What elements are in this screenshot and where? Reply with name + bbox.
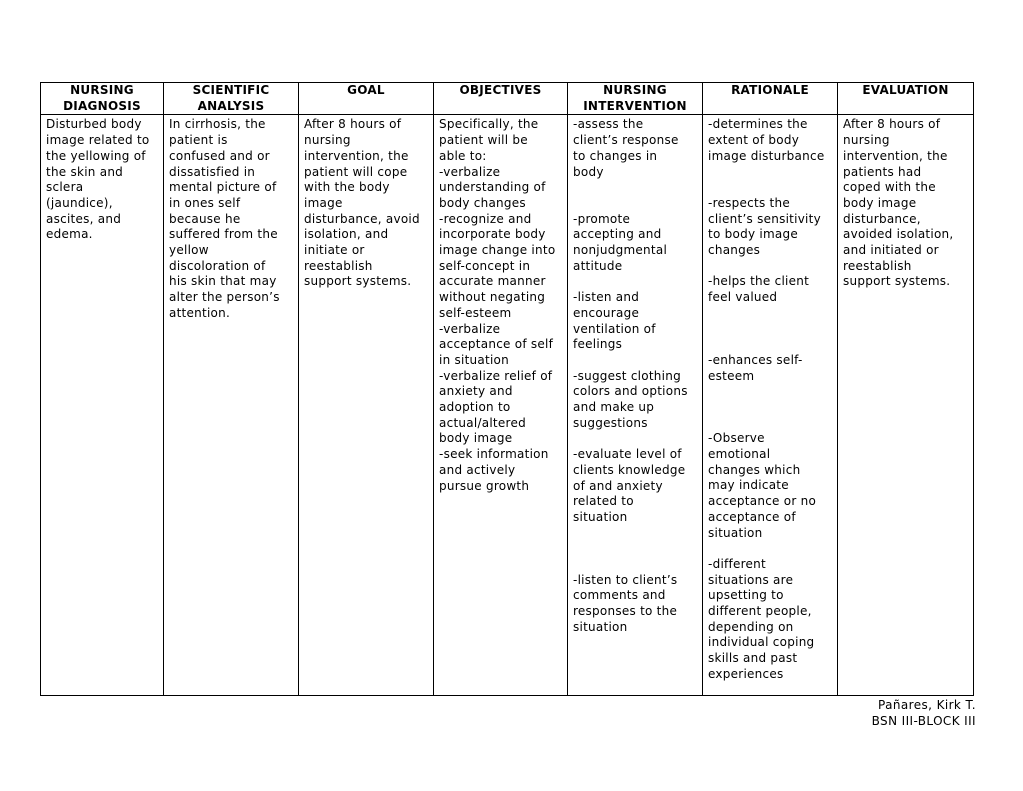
list-item	[708, 117, 833, 164]
cell-line: upsetting to	[708, 588, 784, 603]
cell-line: responses to the	[573, 604, 678, 619]
cell-line: nursing	[843, 133, 890, 148]
cell-line: the skin and	[46, 164, 124, 179]
item-spacer	[708, 306, 833, 322]
item-spacer	[573, 557, 698, 573]
cell-line: may indicate	[708, 478, 789, 493]
cell-line: related to	[573, 494, 634, 509]
list-item	[573, 447, 698, 526]
list-item	[708, 196, 833, 259]
cell-line: able to:	[439, 148, 487, 163]
header-line: INTERVENTION	[583, 98, 687, 113]
cell-line: colors and options	[573, 384, 688, 399]
interventions-cell	[568, 115, 703, 696]
cell-line: suggestions	[573, 415, 648, 430]
list-item	[708, 431, 833, 541]
list-item	[573, 212, 698, 275]
author-name: Pañares, Kirk T.	[878, 698, 976, 712]
cell-line: and initiated or	[843, 243, 939, 258]
cell-line: patient will cope	[304, 164, 408, 179]
cell-line: his skin that may	[169, 274, 277, 289]
header-rationale	[703, 83, 838, 115]
cell-line: reestablish	[304, 258, 373, 273]
cell-line: anxiety and	[439, 384, 513, 399]
cell-line: -enhances self-	[708, 352, 803, 367]
list-item	[573, 573, 698, 636]
cell-line: clients knowledge	[573, 462, 686, 477]
cell-line: -verbalize	[439, 321, 501, 336]
cell-line: changes	[708, 243, 761, 257]
list-item	[708, 557, 833, 683]
cell-line: comments and	[573, 588, 666, 603]
cell-line: situation	[573, 509, 628, 524]
author-section: BSN III-BLOCK III	[871, 713, 976, 728]
header-line: DIAGNOSIS	[63, 98, 141, 113]
cell-line: image	[304, 195, 343, 210]
cell-line: accepting and	[573, 227, 662, 242]
cell-line: -promote	[573, 211, 631, 226]
header-line: OBJECTIVES	[459, 83, 542, 97]
cell-line: -determines the	[708, 117, 808, 132]
cell-line: discoloration of	[169, 258, 266, 273]
header-line: NURSING	[603, 83, 667, 97]
nursing-care-plan-table	[40, 82, 974, 696]
cell-line: individual coping	[708, 635, 815, 650]
item-spacer	[573, 541, 698, 557]
cell-line: suffered from the	[169, 227, 278, 242]
cell-line: (jaundice),	[46, 195, 113, 210]
header-objectives	[434, 83, 568, 115]
cell-line: intervention, the	[304, 148, 409, 163]
cell-line: support systems.	[304, 274, 412, 289]
cell-line: experiences	[708, 666, 784, 681]
cell-line: feel valued	[708, 290, 778, 305]
item-spacer	[708, 321, 833, 337]
cell-line: body image	[843, 195, 917, 210]
cell-line: acceptance of	[708, 509, 796, 524]
item-spacer	[708, 384, 833, 400]
cell-line: -different	[708, 556, 766, 571]
cell-line: incorporate body	[439, 227, 546, 242]
cell-line: ventilation of	[573, 321, 656, 336]
cell-line: self-esteem	[439, 305, 512, 320]
cell-line: avoided isolation,	[843, 227, 954, 242]
cell-line: patients had	[843, 164, 922, 179]
item-spacer	[708, 541, 833, 557]
cell-line: different people,	[708, 604, 812, 619]
header-scientific-analysis	[164, 83, 299, 115]
header-nursing-intervention	[568, 83, 703, 115]
item-spacer	[573, 526, 698, 542]
cell-line: because he	[169, 211, 241, 226]
header-line: ANALYSIS	[197, 98, 265, 113]
header-line: RATIONALE	[731, 83, 809, 97]
goal-cell	[299, 115, 434, 696]
cell-line: -verbalize relief of	[439, 368, 553, 383]
cell-line: confused and or	[169, 148, 270, 163]
cell-line: -Observe	[708, 431, 765, 446]
header-line: NURSING	[70, 83, 134, 97]
cell-line: extent of body	[708, 133, 800, 148]
cell-line: -verbalize	[439, 164, 501, 179]
cell-line: nursing	[304, 133, 351, 148]
cell-line: -listen to client’s	[573, 572, 678, 587]
cell-line: -respects the	[708, 195, 790, 210]
cell-line: of and anxiety	[573, 478, 663, 493]
header-line: GOAL	[347, 83, 385, 97]
cell-line: sclera	[46, 180, 84, 195]
item-spacer	[708, 416, 833, 432]
cell-line: the yellowing of	[46, 148, 146, 163]
header-goal	[299, 83, 434, 115]
cell-line: nonjudgmental	[573, 243, 668, 257]
cell-line: isolation, and	[304, 227, 389, 242]
cell-line: in ones self	[169, 195, 241, 210]
item-spacer	[708, 259, 833, 275]
cell-line: -suggest clothing	[573, 368, 681, 383]
list-item	[573, 369, 698, 432]
list-item	[708, 274, 833, 305]
cell-line: client’s sensitivity	[708, 211, 821, 226]
header-row	[41, 83, 974, 115]
list-item	[573, 117, 698, 180]
cell-line: pursue growth	[439, 478, 530, 493]
cell-line: client’s response	[573, 133, 679, 148]
item-spacer	[708, 337, 833, 353]
cell-line: adoption to	[439, 400, 511, 415]
header-line: EVALUATION	[862, 83, 949, 97]
item-spacer	[573, 353, 698, 369]
list-item	[573, 290, 698, 353]
analysis-cell	[164, 115, 299, 696]
cell-line: Specifically, the	[439, 117, 539, 132]
cell-line: in situation	[439, 352, 509, 367]
item-spacer	[708, 180, 833, 196]
cell-line: disturbance, avoid	[304, 211, 420, 226]
evaluation-cell	[838, 115, 974, 696]
cell-line: coped with the	[843, 180, 936, 195]
cell-line: disturbance,	[843, 211, 921, 226]
cell-line: without negating	[439, 290, 546, 305]
item-spacer	[573, 274, 698, 290]
cell-line: yellow	[169, 243, 209, 258]
cell-line: support systems.	[843, 274, 951, 289]
cell-line: attention.	[169, 305, 231, 320]
cell-line: image related to	[46, 133, 150, 148]
cell-line: intervention, the	[843, 148, 948, 163]
cell-line: to changes in	[573, 148, 658, 163]
cell-line: alter the person’s	[169, 290, 280, 305]
cell-line: initiate or	[304, 243, 365, 258]
cell-line: patient is	[169, 133, 228, 148]
cell-line: self-concept in	[439, 258, 531, 273]
cell-line: -recognize and	[439, 211, 532, 226]
cell-line: accurate manner	[439, 274, 546, 289]
cell-line: and make up	[573, 400, 655, 414]
cell-line: to body image	[708, 227, 798, 242]
cell-line: skills and past	[708, 651, 798, 666]
cell-line: edema.	[46, 227, 93, 242]
cell-line: -evaluate level of	[573, 447, 682, 462]
header-nursing-diagnosis	[41, 83, 164, 115]
cell-line: -helps the client	[708, 274, 810, 289]
cell-line: and actively	[439, 462, 516, 477]
objectives-cell	[434, 115, 568, 696]
cell-line: In cirrhosis, the	[169, 117, 266, 132]
cell-line: body image	[439, 431, 513, 446]
header-evaluation	[838, 83, 974, 115]
cell-line: Disturbed body	[46, 117, 142, 132]
cell-line: depending on	[708, 619, 794, 634]
cell-line: acceptance of self	[439, 337, 554, 352]
item-spacer	[708, 400, 833, 416]
cell-line: changes which	[708, 462, 801, 477]
cell-line: situation	[573, 619, 628, 634]
item-spacer	[573, 180, 698, 196]
rationales-cell	[703, 115, 838, 696]
cell-line: emotional	[708, 447, 771, 462]
cell-line: situation	[708, 525, 763, 540]
cell-line: dissatisfied in	[169, 164, 256, 179]
cell-line: -assess the	[573, 117, 644, 132]
cell-line: mental picture of	[169, 180, 277, 195]
list-item	[708, 353, 833, 384]
header-line: SCIENTIFIC	[192, 83, 270, 97]
item-spacer	[573, 431, 698, 447]
cell-line: image disturbance	[708, 148, 825, 163]
cell-line: patient will be	[439, 133, 528, 148]
cell-line: attitude	[573, 258, 623, 273]
cell-line: reestablish	[843, 258, 912, 273]
diagnosis-cell	[41, 115, 164, 696]
cell-line: body changes	[439, 195, 526, 210]
cell-line: feelings	[573, 337, 623, 352]
item-spacer	[708, 165, 833, 181]
cell-line: with the body	[304, 180, 390, 195]
cell-line: ascites, and	[46, 211, 122, 226]
cell-line: actual/altered	[439, 415, 526, 430]
cell-line: -seek information	[439, 447, 549, 462]
cell-line: esteem	[708, 368, 755, 383]
author-footer	[872, 698, 976, 729]
cell-line: situations are	[708, 572, 794, 587]
cell-line: encourage	[573, 305, 640, 320]
cell-line: body	[573, 164, 604, 179]
item-spacer	[573, 196, 698, 212]
content-row	[41, 115, 974, 696]
cell-line: acceptance or no	[708, 494, 817, 509]
cell-line: After 8 hours of	[304, 117, 402, 132]
cell-line: image change into	[439, 243, 556, 258]
cell-line: understanding of	[439, 180, 546, 195]
cell-line: After 8 hours of	[843, 117, 941, 132]
cell-line: -listen and	[573, 290, 640, 305]
